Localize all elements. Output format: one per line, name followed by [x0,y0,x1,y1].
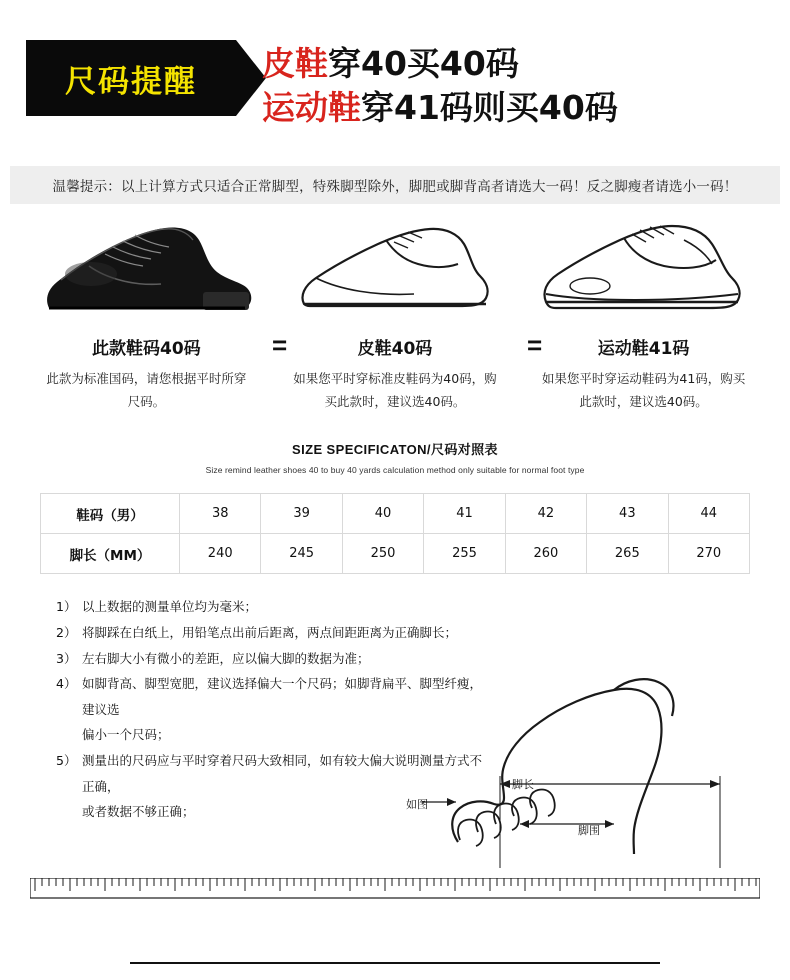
table-cell: 41 [424,494,505,534]
table-cell: 38 [180,494,261,534]
note-number: 5） [56,753,77,768]
bottom-divider [130,962,660,964]
comparison-column-1-desc: 此款为标准国码，请您根据平时所穿尺码。 [46,371,247,410]
note-number: 4） [56,676,77,692]
shoe-comparison-row [0,212,790,413]
table-cell: 260 [505,534,586,574]
note-text-continued: 偏小一个尺码； [82,727,170,743]
headline-line-1 [262,42,618,86]
table-cell: 265 [587,534,668,574]
header-banner [0,0,790,160]
table-cell: 43 [587,494,668,534]
table-row [41,494,750,534]
warm-tip-bar [10,166,780,204]
note-text: 如脚背高、脚型宽肥，建议选择偏大一个尺码；如脚背扁平、脚型纤瘦，建议选 [82,676,483,717]
note-text: 以上数据的测量单位均为毫米； [82,599,258,615]
list-item [56,646,486,672]
ruler-graphic [30,878,760,900]
spec-title: SIZE SPECIFICATON/尺码对照表 [292,442,498,458]
list-item [56,620,486,646]
comparison-column-3-desc: 如果您平时穿运动鞋码为41码，购买此款时，建议选40码。 [541,371,746,410]
sport-shoe-outline-icon [525,212,762,324]
foot-outline-icon [400,672,780,887]
comparison-column-3 [519,212,768,413]
comparison-column-3-title: 运动鞋41码 [597,339,690,359]
header-headline-group [262,42,618,129]
headline-line-2 [262,86,618,130]
list-item [56,594,486,620]
table-cell: 245 [261,534,342,574]
comparison-column-1 [22,212,271,413]
row-label-foot-length: 脚长（MM） [41,534,180,574]
size-reminder-badge [26,40,236,116]
table-cell: 250 [342,534,423,574]
headline-line-2-dark: 穿41码则买40码 [361,87,618,127]
table-cell: 270 [668,534,749,574]
warm-tip-text: 温馨提示：以上计算方式只适合正常脚型，特殊脚型除外，脚肥或脚背高者请选大一码！反之脚瘦者请选小一码！ [52,179,738,195]
foot-label-length: 脚长 [512,778,534,791]
row-label-shoe-size: 鞋码（男） [41,494,180,534]
table-cell: 44 [668,494,749,534]
note-number: 1） [56,599,77,615]
foot-measure-diagram [400,672,780,902]
table-cell: 40 [342,494,423,534]
table-row [41,534,750,574]
spec-subtitle: Size remind leather shoes 40 to buy 40 yards calculation method only suitable for normal foot type [205,465,585,476]
equals-sign-2: = [527,330,543,360]
size-chart-table [40,493,750,574]
table-cell: 255 [424,534,505,574]
foot-label-width: 脚围 [578,824,600,837]
black-dress-shoe-photo [28,212,265,324]
headline-line-2-red: 运动鞋 [262,87,361,127]
comparison-column-1-title: 此款鞋码40码 [91,339,201,359]
table-cell: 42 [505,494,586,534]
headline-line-1-dark: 穿40买40码 [328,44,519,83]
table-cell: 39 [261,494,342,534]
headline-line-1-red: 皮鞋 [262,44,328,83]
note-number: 3） [56,650,77,666]
equals-sign-1: = [272,330,288,360]
comparison-column-2 [271,212,520,413]
note-text: 将脚踩在白纸上，用铅笔点出前后距离，两点间距距离为正确脚长； [82,624,458,640]
dress-shoe-outline-icon [277,212,514,324]
note-text-continued: 或者数据不够正确； [82,804,195,820]
table-cell: 240 [180,534,261,574]
comparison-column-2-title: 皮鞋40码 [357,339,433,359]
note-text: 左右脚大小有微小的差距，应以偏大脚的数据为准； [82,650,370,666]
size-reminder-badge-label: 尺码提醒 [65,63,197,100]
note-number: 2） [56,624,77,640]
foot-label-as-shown: 如图 [406,798,428,811]
note-text: 测量出的尺码应与平时穿着尺码大致相同，如有较大偏大说明测量方式不正确， [82,753,483,794]
comparison-column-2-desc: 如果您平时穿标准皮鞋码为40码，购买此款时，建议选40码。 [293,371,497,410]
